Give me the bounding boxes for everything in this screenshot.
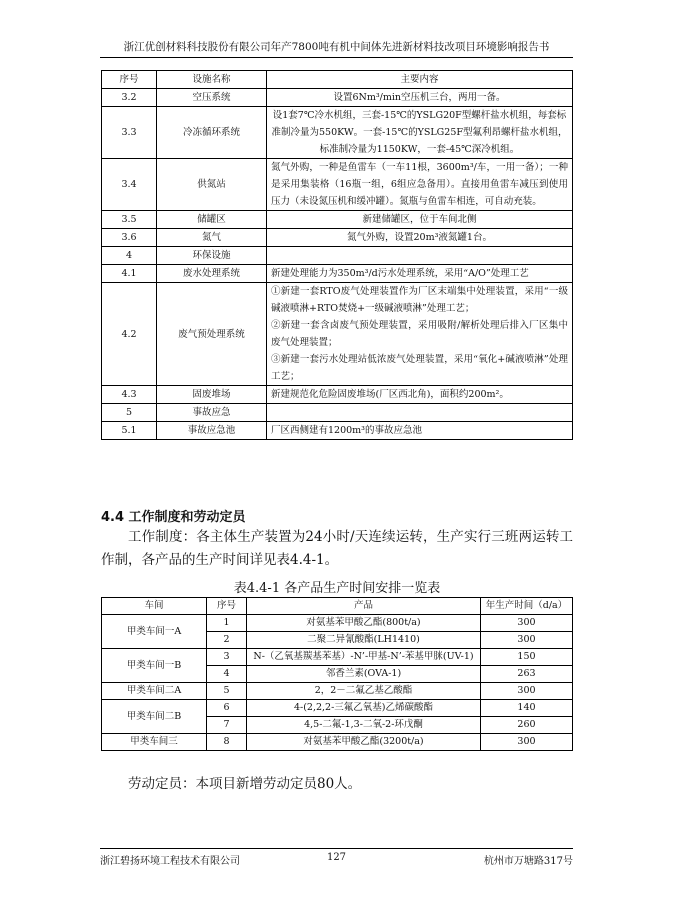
product-name: 4-(2,2,2-三氟乙氧基)乙烯碳酸酯 (247, 700, 481, 717)
table-row (102, 283, 573, 386)
facility-content: 设1套7℃冷水机组，三套-15℃的YSLG20F型螺杆盐水机组，每套标准制冷量为550KW。一套-15℃的YSLG25F型氟利昂螺杆盐水机组，标准制冷量为1150KW，一套-45℃深冷机组。 (267, 107, 573, 159)
product-name: 对氨基苯甲酸乙酯(3200t/a) (247, 734, 481, 751)
table-row (102, 422, 573, 440)
column-header: 年生产时间（d/a） (481, 598, 573, 615)
section-heading: 4.4 工作制度和劳动定员 (101, 510, 246, 525)
row-number: 5 (102, 404, 157, 422)
row-number: 3.4 (102, 159, 157, 211)
product-number: 8 (207, 734, 247, 751)
facility-name: 供氮站 (157, 159, 267, 211)
table-row (102, 700, 573, 717)
facility-name: 储罐区 (157, 211, 267, 229)
facility-content (267, 247, 573, 265)
column-header: 设施名称 (157, 71, 267, 89)
workshop-cell: 甲类车间一B (102, 649, 207, 683)
workshop-cell: 甲类车间二A (102, 683, 207, 700)
page-number: 127 (326, 852, 347, 863)
facilities-table (101, 70, 573, 440)
workshop-cell: 甲类车间三 (102, 734, 207, 751)
table-header-row (102, 71, 573, 89)
facility-name: 空压系统 (157, 89, 267, 107)
production-days: 300 (481, 615, 573, 632)
product-name: N-（乙氧基羰基苯基）-N’-甲基-N’-苯基甲脒(UV-1) (247, 649, 481, 666)
product-number: 3 (207, 649, 247, 666)
row-number: 4.2 (102, 283, 157, 386)
content-line: ③新建一套污水处理站低浓废气处理装置，采用“氧化+碱液喷淋”处理工艺； (271, 354, 568, 382)
table-row (102, 107, 573, 159)
facility-name: 环保设施 (157, 247, 267, 265)
table-row (102, 649, 573, 666)
row-number: 4.3 (102, 386, 157, 404)
table-header-row (102, 598, 573, 615)
facility-content: 新建规范化危险固废堆场(厂区西北角)，面积约200m²。 (267, 386, 573, 404)
footer-company: 浙江碧扬环境工程技术有限公司 (100, 856, 240, 867)
facility-content (267, 404, 573, 422)
facility-name: 冷冻循环系统 (157, 107, 267, 159)
table-row (102, 265, 573, 283)
facility-name: 氮气 (157, 229, 267, 247)
product-name: 4,5-二氟-1,3-二氧-2-环戊酮 (247, 717, 481, 734)
facility-name: 废水处理系统 (157, 265, 267, 283)
work-schedule-paragraph: 工作制度：各主体生产装置为24小时/天连续运转，生产实行三班两运转工作制，各产品的生产时间详见表4.4-1。 (101, 529, 573, 568)
product-name: 对氨基苯甲酸乙酯(800t/a) (247, 615, 481, 632)
product-number: 6 (207, 700, 247, 717)
row-number: 5.1 (102, 422, 157, 440)
workshop-cell: 甲类车间一A (102, 615, 207, 649)
table-row (102, 734, 573, 751)
facility-name: 事故应急 (157, 404, 267, 422)
column-header: 序号 (207, 598, 247, 615)
row-number: 3.5 (102, 211, 157, 229)
row-number: 3.6 (102, 229, 157, 247)
content-line: ②新建一套含卤废气预处理装置，采用吸附/解析处理后排入厂区集中废气处理装置； (271, 320, 568, 348)
row-number: 4 (102, 247, 157, 265)
column-header: 产品 (247, 598, 481, 615)
column-header: 车间 (102, 598, 207, 615)
facility-content (267, 283, 573, 386)
product-name: 2，2－二氟乙基乙酸酯 (247, 683, 481, 700)
product-name: 二聚二异氰酸酯(LH1410) (247, 632, 481, 649)
labor-quota: 劳动定员：本项目新增劳动定员80人。 (128, 776, 362, 792)
facility-content: 新建处理能力为350m³/d污水处理系统，采用“A/O”处理工艺 (267, 265, 573, 283)
product-number: 5 (207, 683, 247, 700)
facility-name: 固废堆场 (157, 386, 267, 404)
production-days: 150 (481, 649, 573, 666)
table-row (102, 159, 573, 211)
production-days: 140 (481, 700, 573, 717)
product-name: 邻香兰素(OVA-1) (247, 666, 481, 683)
row-number: 3.2 (102, 89, 157, 107)
product-number: 4 (207, 666, 247, 683)
table-row (102, 211, 573, 229)
production-days: 263 (481, 666, 573, 683)
table-row (102, 386, 573, 404)
row-number: 3.3 (102, 107, 157, 159)
footer-address: 杭州市万塘路317号 (483, 856, 573, 867)
production-days: 300 (481, 734, 573, 751)
facility-name: 废气预处理系统 (157, 283, 267, 386)
production-days: 300 (481, 632, 573, 649)
table-row (102, 229, 573, 247)
workshop-cell: 甲类车间二B (102, 700, 207, 734)
table-row (102, 683, 573, 700)
product-number: 2 (207, 632, 247, 649)
table-row (102, 247, 573, 265)
table-row (102, 615, 573, 632)
column-header: 序号 (102, 71, 157, 89)
production-days: 300 (481, 683, 573, 700)
facility-content: 厂区西侧建有1200m³的事故应急池 (267, 422, 573, 440)
footer-rule (100, 848, 573, 849)
table-row (102, 404, 573, 422)
table-caption: 表4.4-1 各产品生产时间安排一览表 (233, 581, 441, 596)
facility-content: 氮气外购，设置20m³液氮罐1台。 (267, 229, 573, 247)
production-days: 260 (481, 717, 573, 734)
row-number: 4.1 (102, 265, 157, 283)
facility-content: 设置6Nm³/min空压机三台，两用一备。 (267, 89, 573, 107)
page-header: 浙江优创材料科技股份有限公司年产7800吨有机中间体先进新材料技改项目环境影响报告书 (123, 41, 550, 53)
table-row (102, 89, 573, 107)
content-line: ①新建一套RTO废气处理装置作为厂区末端集中处理装置，采用“一级碱液喷淋+RTO焚烧+一级碱液喷淋”处理工艺； (271, 286, 568, 314)
header-rule (100, 57, 573, 58)
facility-content: 氮气外购，一种是鱼雷车（一车11根，3600m³/车，一用一备）；一种是采用集装格（16瓶一组，6组应急备用）。直接用鱼雷车减压到使用压力（未设氮压机和缓冲罐）。氮瓶与鱼雷车相连，可自动充装。 (267, 159, 573, 211)
product-number: 1 (207, 615, 247, 632)
product-number: 7 (207, 717, 247, 734)
facility-name: 事故应急池 (157, 422, 267, 440)
facility-content: 新建储罐区，位于车间北侧 (267, 211, 573, 229)
production-time-table (101, 597, 573, 751)
column-header: 主要内容 (267, 71, 573, 89)
